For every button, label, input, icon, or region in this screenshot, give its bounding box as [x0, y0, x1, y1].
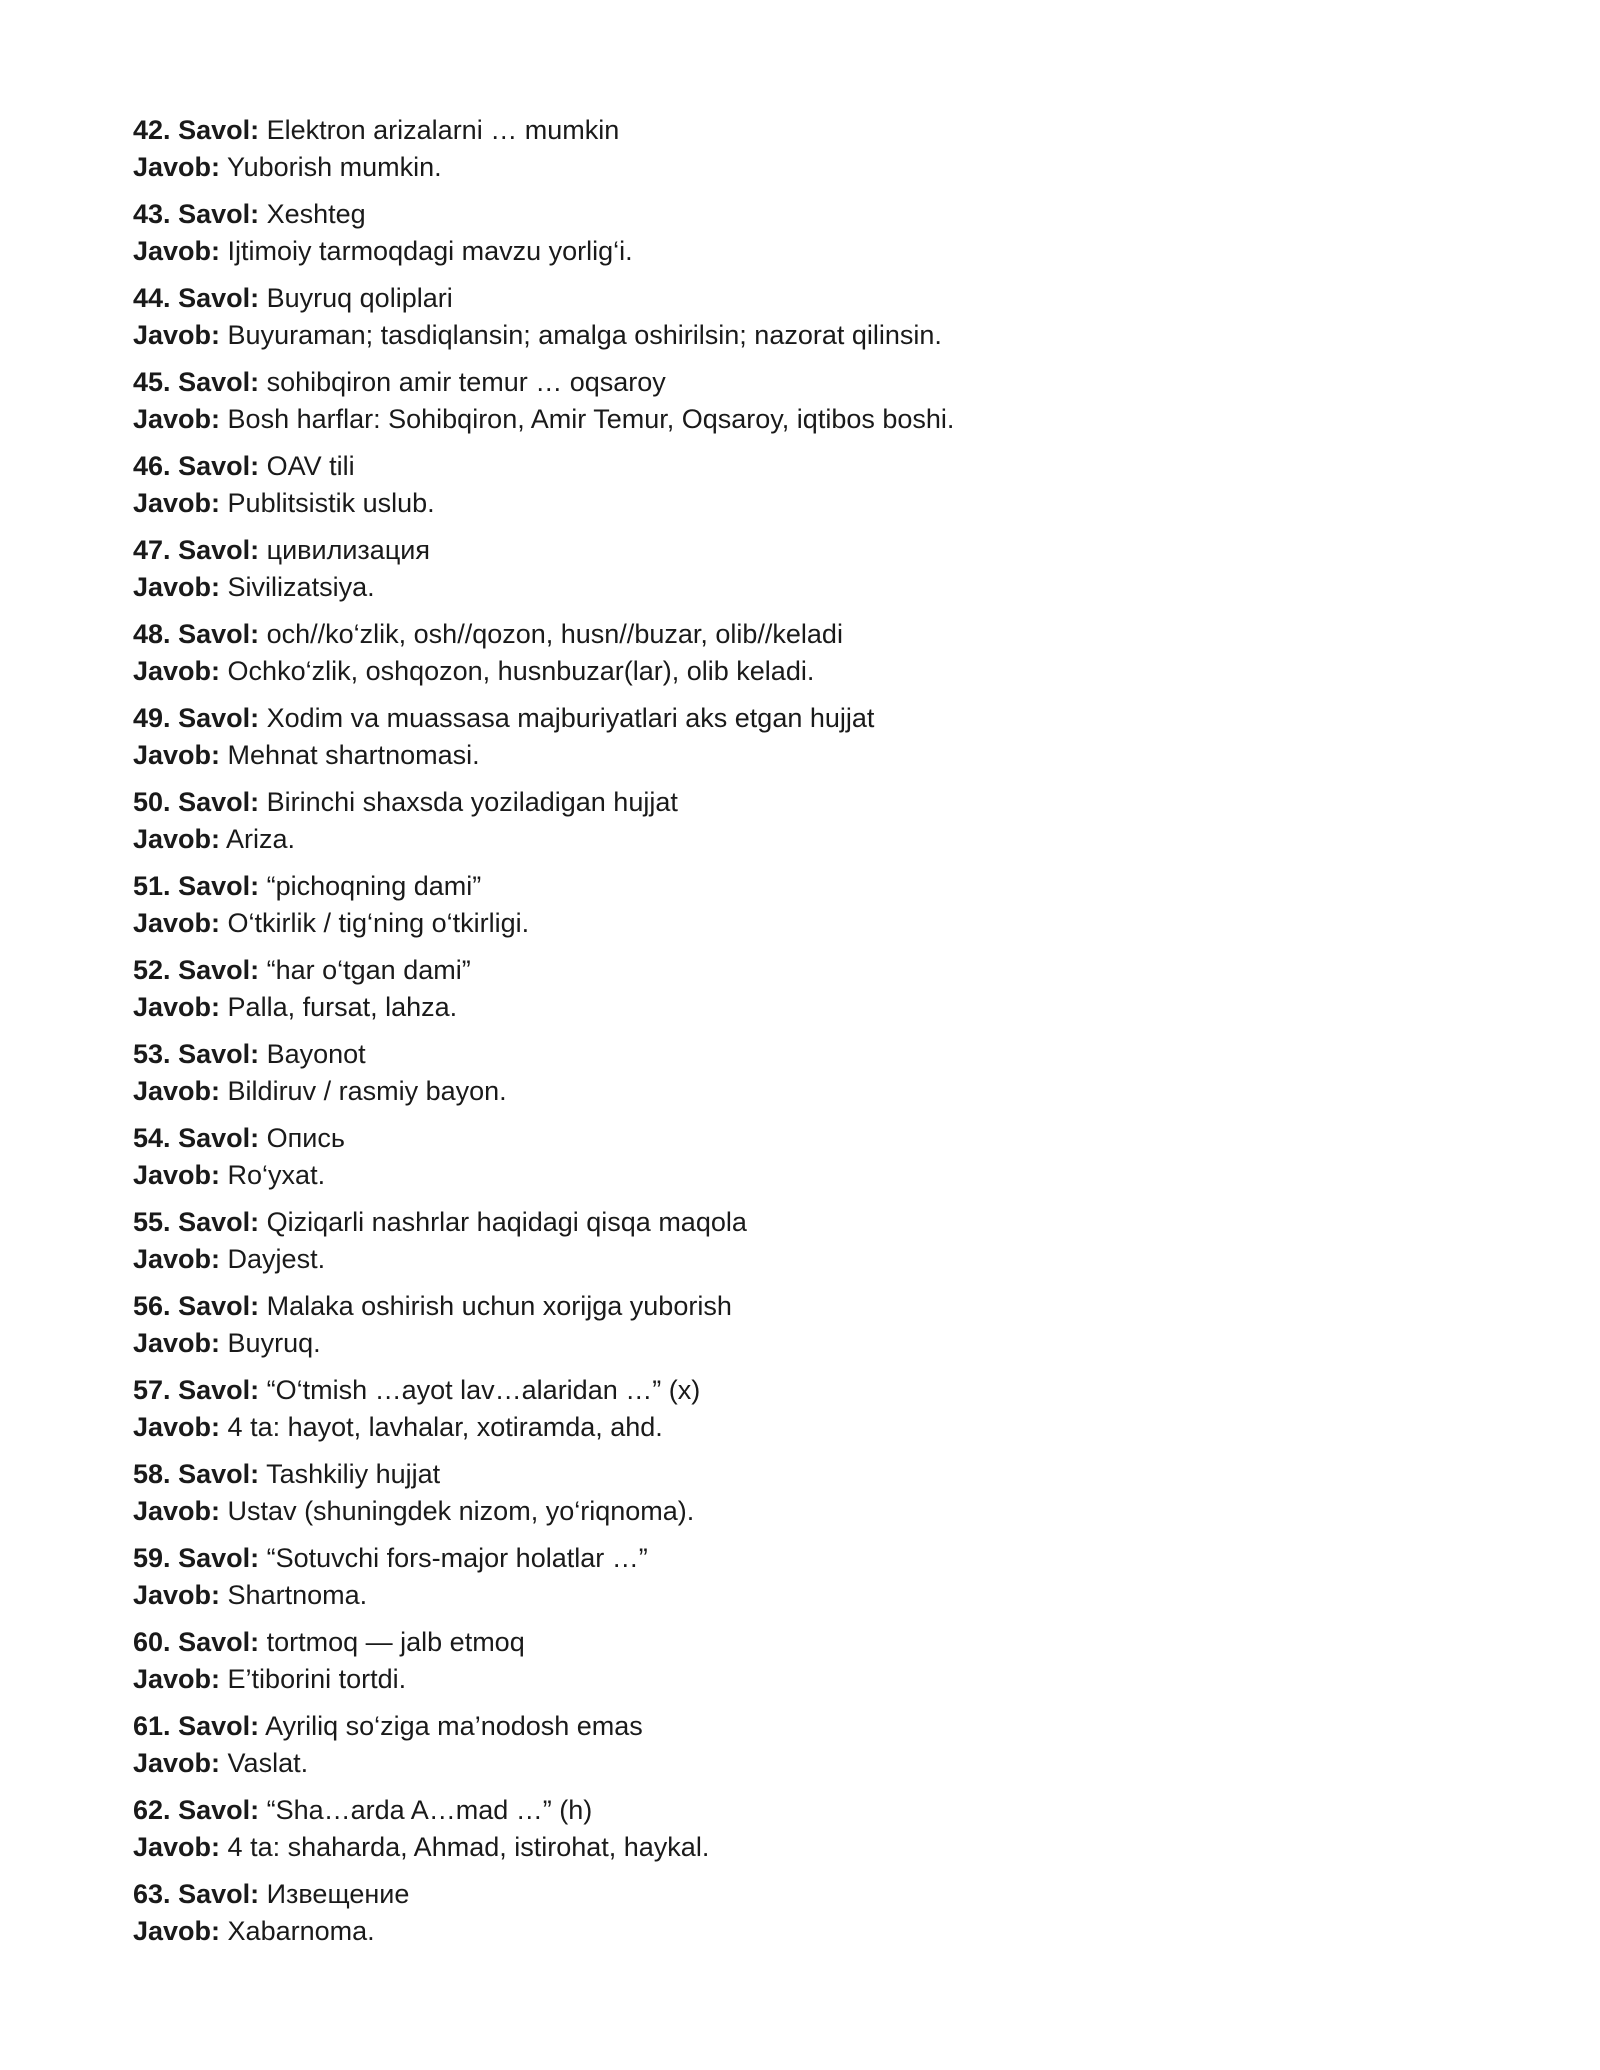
question-text: Malaka oshirish uchun xorijga yuborish: [266, 1291, 732, 1321]
answer-line: [133, 233, 1493, 270]
answer-text: Ijtimoiy tarmoqdagi mavzu yorlig‘i.: [227, 235, 633, 266]
question-text: Buyruq qoliplari: [266, 283, 453, 313]
question-text: Опись: [266, 1123, 345, 1153]
question-number: 45.: [133, 367, 171, 397]
qa-item: [133, 364, 1493, 437]
savol-label: Savol:: [178, 367, 260, 397]
savol-label: Savol:: [178, 535, 260, 565]
qa-item: [133, 952, 1493, 1025]
question-text: Tashkiliy hujjat: [266, 1459, 441, 1489]
qa-item: [133, 1204, 1493, 1277]
question-number: 63.: [133, 1879, 171, 1909]
question-text: OAV tili: [266, 451, 355, 481]
question-number: 47.: [133, 535, 171, 565]
question-text: sohibqiron amir temur … oqsaroy: [266, 367, 666, 397]
savol-label: Savol:: [178, 115, 260, 145]
question-number: 49.: [133, 703, 171, 733]
question-line: [133, 1708, 1493, 1745]
question-number: 60.: [133, 1627, 171, 1657]
question-number: 57.: [133, 1375, 171, 1405]
javob-label: Javob:: [133, 151, 221, 182]
document-page: [133, 112, 1493, 1960]
question-number: 55.: [133, 1207, 171, 1237]
question-number: 44.: [133, 283, 171, 313]
savol-label: Savol:: [178, 1627, 260, 1657]
question-number: 54.: [133, 1123, 171, 1153]
question-text: Xodim va muassasa majburiyatlari aks etgan hujjat: [266, 703, 875, 733]
qa-item: [133, 700, 1493, 773]
javob-label: Javob:: [133, 823, 221, 854]
javob-label: Javob:: [133, 1495, 221, 1526]
question-text: Birinchi shaxsda yoziladigan hujjat: [266, 787, 678, 817]
qa-item: [133, 1036, 1493, 1109]
answer-text: Palla, fursat, lahza.: [227, 991, 458, 1022]
javob-label: Javob:: [133, 403, 221, 434]
question-text: “Sha…arda A…mad …” (h): [266, 1795, 593, 1825]
javob-label: Javob:: [133, 571, 221, 602]
savol-label: Savol:: [178, 1375, 260, 1405]
question-text: “O‘tmish …ayot lav…alaridan …” (x): [266, 1375, 701, 1405]
question-number: 53.: [133, 1039, 171, 1069]
question-number: 59.: [133, 1543, 171, 1573]
question-number: 62.: [133, 1795, 171, 1825]
answer-line: [133, 1829, 1493, 1866]
savol-label: Savol:: [178, 1879, 260, 1909]
answer-text: Sivilizatsiya.: [227, 571, 375, 602]
question-line: [133, 1876, 1493, 1913]
question-number: 56.: [133, 1291, 171, 1321]
qa-item: [133, 1708, 1493, 1781]
answer-text: Xabarnoma.: [227, 1915, 375, 1946]
qa-item: [133, 1540, 1493, 1613]
question-line: [133, 1540, 1493, 1577]
answer-line: [133, 1745, 1493, 1782]
javob-label: Javob:: [133, 319, 221, 350]
question-text: “har o‘tgan dami”: [266, 955, 471, 985]
qa-item: [133, 1792, 1493, 1865]
javob-label: Javob:: [133, 1747, 221, 1778]
question-line: [133, 532, 1493, 569]
answer-line: [133, 1661, 1493, 1698]
answer-line: [133, 1157, 1493, 1194]
answer-text: Yuborish mumkin.: [227, 151, 442, 182]
savol-label: Savol:: [178, 703, 260, 733]
question-line: [133, 1792, 1493, 1829]
savol-label: Savol:: [178, 1291, 260, 1321]
question-number: 51.: [133, 871, 171, 901]
answer-text: Buyruq.: [227, 1327, 321, 1358]
savol-label: Savol:: [178, 619, 260, 649]
answer-text: Buyuraman; tasdiqlansin; amalga oshirilsin; nazorat qilinsin.: [227, 319, 942, 350]
answer-line: [133, 1577, 1493, 1614]
question-line: [133, 280, 1493, 317]
question-text: Извещение: [266, 1879, 410, 1909]
question-line: [133, 1204, 1493, 1241]
question-line: [133, 364, 1493, 401]
answer-text: Shartnoma.: [227, 1579, 368, 1610]
question-number: 48.: [133, 619, 171, 649]
question-number: 61.: [133, 1711, 171, 1741]
question-number: 46.: [133, 451, 171, 481]
answer-line: [133, 401, 1493, 438]
savol-label: Savol:: [178, 283, 260, 313]
javob-label: Javob:: [133, 1663, 221, 1694]
answer-text: Ro‘yxat.: [227, 1159, 326, 1190]
javob-label: Javob:: [133, 907, 221, 938]
answer-text: 4 ta: shaharda, Ahmad, istirohat, haykal.: [227, 1831, 710, 1862]
answer-line: [133, 737, 1493, 774]
answer-line: [133, 485, 1493, 522]
question-text: tortmoq — jalb etmoq: [266, 1627, 525, 1657]
question-text: “Sotuvchi fors-major holatlar …”: [266, 1543, 648, 1573]
answer-text: Ustav (shuningdek nizom, yo‘riqnoma).: [227, 1495, 695, 1526]
qa-item: [133, 1876, 1493, 1949]
qa-item: [133, 448, 1493, 521]
question-line: [133, 784, 1493, 821]
qa-item: [133, 868, 1493, 941]
javob-label: Javob:: [133, 1243, 221, 1274]
question-line: [133, 112, 1493, 149]
answer-text: Vaslat.: [227, 1747, 309, 1778]
answer-line: [133, 989, 1493, 1026]
question-text: Elektron arizalarni … mumkin: [266, 115, 620, 145]
answer-line: [133, 149, 1493, 186]
question-line: [133, 448, 1493, 485]
question-text: Bayonot: [266, 1039, 366, 1069]
savol-label: Savol:: [178, 871, 260, 901]
qa-item: [133, 1120, 1493, 1193]
question-number: 42.: [133, 115, 171, 145]
question-text: “pichoqning dami”: [266, 871, 482, 901]
qa-list: [133, 112, 1493, 1949]
qa-item: [133, 784, 1493, 857]
answer-line: [133, 1409, 1493, 1446]
question-text: цивилизация: [266, 535, 430, 565]
javob-label: Javob:: [133, 1831, 221, 1862]
javob-label: Javob:: [133, 487, 221, 518]
question-text: och//ko‘zlik, osh//qozon, husn//buzar, olib//keladi: [266, 619, 843, 649]
qa-item: [133, 1372, 1493, 1445]
javob-label: Javob:: [133, 1327, 221, 1358]
question-line: [133, 196, 1493, 233]
question-text: Ayriliq so‘ziga ma’nodosh emas: [265, 1711, 643, 1741]
savol-label: Savol:: [178, 1207, 260, 1237]
savol-label: Savol:: [178, 1123, 260, 1153]
answer-text: E’tiborini tortdi.: [227, 1663, 407, 1694]
javob-label: Javob:: [133, 655, 221, 686]
qa-item: [133, 196, 1493, 269]
answer-line: [133, 1913, 1493, 1950]
question-line: [133, 868, 1493, 905]
savol-label: Savol:: [178, 955, 260, 985]
question-line: [133, 1456, 1493, 1493]
answer-line: [133, 1073, 1493, 1110]
answer-line: [133, 653, 1493, 690]
question-text: Xeshteg: [266, 199, 366, 229]
question-number: 58.: [133, 1459, 171, 1489]
answer-line: [133, 1241, 1493, 1278]
answer-line: [133, 821, 1493, 858]
javob-label: Javob:: [133, 1579, 221, 1610]
savol-label: Savol:: [178, 1711, 260, 1741]
javob-label: Javob:: [133, 1915, 221, 1946]
answer-text: Bildiruv / rasmiy bayon.: [227, 1075, 507, 1106]
answer-line: [133, 1325, 1493, 1362]
question-line: [133, 1624, 1493, 1661]
javob-label: Javob:: [133, 739, 221, 770]
answer-text: Ariza.: [226, 823, 296, 854]
savol-label: Savol:: [178, 1543, 260, 1573]
savol-label: Savol:: [178, 1039, 260, 1069]
qa-item: [133, 1624, 1493, 1697]
savol-label: Savol:: [178, 199, 260, 229]
question-line: [133, 616, 1493, 653]
qa-item: [133, 616, 1493, 689]
savol-label: Savol:: [178, 1459, 260, 1489]
answer-line: [133, 317, 1493, 354]
answer-text: Publitsistik uslub.: [227, 487, 435, 518]
savol-label: Savol:: [178, 451, 260, 481]
javob-label: Javob:: [133, 991, 221, 1022]
savol-label: Savol:: [178, 1795, 260, 1825]
javob-label: Javob:: [133, 235, 221, 266]
question-line: [133, 1120, 1493, 1157]
qa-item: [133, 532, 1493, 605]
question-number: 43.: [133, 199, 171, 229]
answer-text: Mehnat shartnomasi.: [227, 739, 480, 770]
question-line: [133, 1372, 1493, 1409]
answer-text: O‘tkirlik / tig‘ning o‘tkirligi.: [227, 907, 530, 938]
answer-text: Ochko‘zlik, oshqozon, husnbuzar(lar), olib keladi.: [227, 655, 815, 686]
question-line: [133, 952, 1493, 989]
javob-label: Javob:: [133, 1159, 221, 1190]
answer-line: [133, 569, 1493, 606]
question-line: [133, 1036, 1493, 1073]
answer-line: [133, 905, 1493, 942]
qa-item: [133, 112, 1493, 185]
qa-item: [133, 1288, 1493, 1361]
question-line: [133, 1288, 1493, 1325]
javob-label: Javob:: [133, 1411, 221, 1442]
qa-item: [133, 280, 1493, 353]
answer-text: 4 ta: hayot, lavhalar, xotiramda, ahd.: [227, 1411, 663, 1442]
qa-item: [133, 1456, 1493, 1529]
javob-label: Javob:: [133, 1075, 221, 1106]
savol-label: Savol:: [178, 787, 260, 817]
answer-line: [133, 1493, 1493, 1530]
question-number: 52.: [133, 955, 171, 985]
question-text: Qiziqarli nashrlar haqidagi qisqa maqola: [266, 1207, 747, 1237]
question-number: 50.: [133, 787, 171, 817]
question-line: [133, 700, 1493, 737]
answer-text: Dayjest.: [227, 1243, 326, 1274]
answer-text: Bosh harflar: Sohibqiron, Amir Temur, Oqsaroy, iqtibos boshi.: [227, 403, 955, 434]
